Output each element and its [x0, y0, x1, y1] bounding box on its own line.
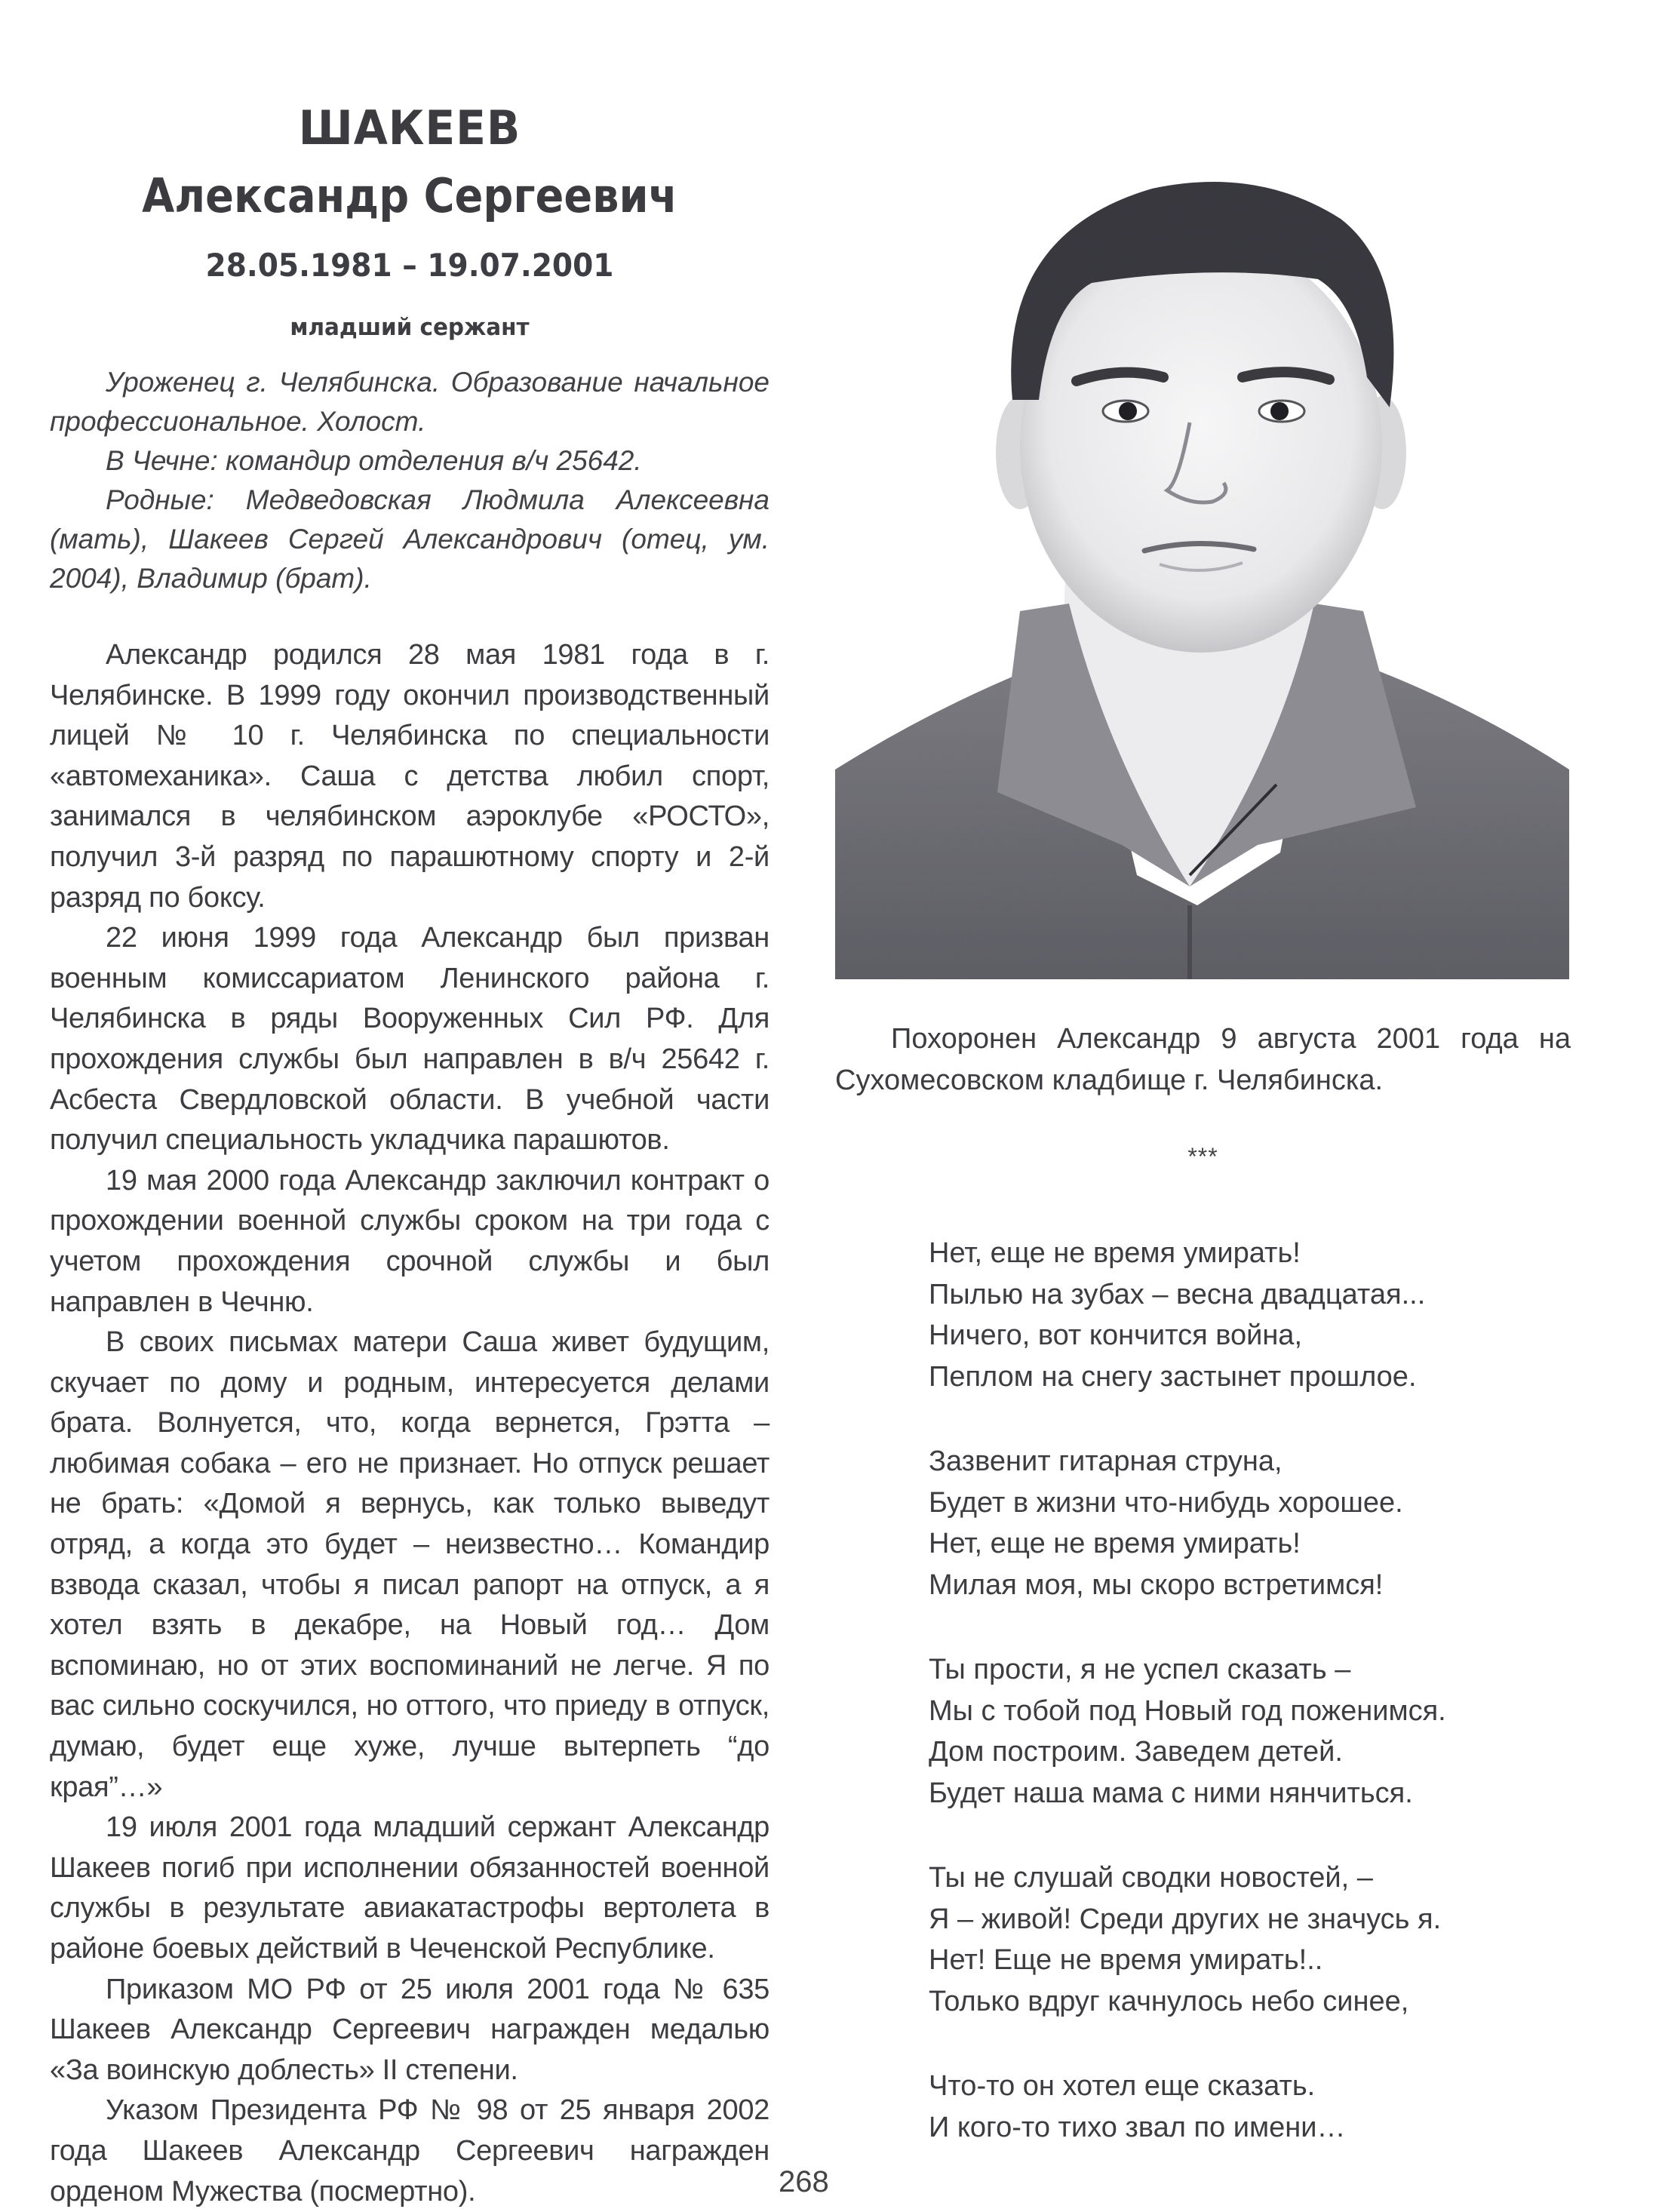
intro-block	[50, 363, 770, 598]
biography-paragraph: Указом Президента РФ № 98 от 25 января 2002 года Шакеев Александр Сергеевич награжден орденом Мужества (посмертно).	[50, 2094, 770, 2207]
poem-line: Что-то он хотел еще сказать.	[929, 2070, 1316, 2102]
page-number: 268	[779, 2165, 829, 2198]
poem-line: Нет, еще не время умирать!	[929, 1237, 1301, 1269]
poem	[929, 1233, 1562, 2192]
poem-line: Нет, еще не время умирать!	[929, 1528, 1301, 1559]
life-dates: 28.05.1981 – 19.07.2001	[205, 247, 614, 284]
poem-stanza	[929, 1857, 1562, 2022]
full-name-heading: Александр Сергеевич	[142, 168, 677, 223]
section-separator: ***	[1187, 1143, 1218, 1170]
poem-line: Пеплом на снегу застынет прошлое.	[929, 1360, 1417, 1393]
biography-paragraph: 19 мая 2000 года Александр заключил контракт о прохождении военной службы сроком на три года с учетом прохождения срочной службы и был направлен в Чечню.	[50, 1164, 770, 1318]
biography-paragraph: В своих письмах матери Саша живет будущим, скучает по дому и родным, интересуется делами брата. Волнуется, что, когда вернется, Грэтта – любимая собака – его не признает. Но отпуск решает не брать: «Домой я вернусь, как только выведут отряд, а когда это будет – неизвестно… Командир взвода сказал, чтобы я писал рапорт на отпуск, а я хотел взять в декабре, на Новый год… Дом вспоминаю, но от этих воспоминаний не легче. Я по вас сильно соскучился, но оттого, что приеду в отпуск, думаю, будет еще хуже, лучше вытерпеть “до края”…»	[50, 1326, 770, 1803]
poem-line: Ты не слушай сводки новостей, –	[929, 1862, 1373, 1894]
burial-caption	[835, 1018, 1571, 1101]
portrait-photo	[835, 151, 1569, 979]
intro-line-origin: Уроженец г. Челябинска. Образование начальное профессиональное. Холост.	[50, 367, 770, 437]
biography-paragraph: 22 июня 1999 года Александр был призван военным комиссариатом Ленинского района г. Челябинска в ряды Вооруженных Сил РФ. Для прохождения службы был направлен в в/ч 25642 г. Асбеста Свердловской области. В учебной части получил специальность укладчика парашютов.	[50, 922, 770, 1157]
surname-heading: ШАКЕЕВ	[298, 100, 521, 155]
biography-paragraph: Приказом МО РФ от 25 июля 2001 года № 635 Шакеев Александр Сергеевич награжден медалью «За воинскую доблесть» II степени.	[50, 1973, 770, 2086]
intro-line-relatives: Родные: Медведовская Людмила Алексеевна (мать), Шакеев Сергей Александрович (отец, ум. 2004), Владимир (брат).	[50, 484, 770, 594]
military-rank: младший сержант	[290, 314, 530, 341]
poem-line: Пылью на зубах – весна двадцатая...	[929, 1278, 1426, 1310]
burial-text: Похоронен Александр 9 августа 2001 года на Сухомесовском кладбище г. Челябинска.	[835, 1023, 1571, 1096]
biography	[50, 635, 770, 2212]
poem-stanza	[929, 2066, 1562, 2148]
intro-line-chechnya: В Чечне: командир отделения в/ч 25642.	[106, 445, 642, 476]
poem-line: Ты прости, я не успел сказать –	[929, 1654, 1351, 1685]
poem-line: Нет! Еще не время умирать!..	[929, 1944, 1323, 1976]
poem-line: Будет наша мама с ними нянчиться.	[929, 1777, 1413, 1809]
biography-paragraph: Александр родился 28 мая 1981 года в г. Челябинске. В 1999 году окончил производственный лицей № 10 г. Челябинска по специальности «автомеханика». Саша с детства любил спорт, занимался в челябинском аэроклубе «РОСТО», получил 3-й разряд по парашютному спорту и 2-й разряд по боксу.	[50, 639, 770, 914]
poem-stanza	[929, 1233, 1562, 1397]
poem-line: Милая моя, мы скоро встретимся!	[929, 1568, 1384, 1601]
poem-line: Только вдруг качнулось небо синее,	[929, 1985, 1409, 2017]
poem-line: Будет в жизни что-нибудь хорошее.	[929, 1486, 1403, 1519]
poem-line: И кого-то тихо звал по имени…	[929, 2111, 1346, 2143]
poem-line: Мы с тобой под Новый год поженимся.	[929, 1694, 1446, 1727]
poem-line: Ничего, вот кончится война,	[929, 1320, 1303, 1351]
portrait-image	[835, 151, 1569, 979]
poem-line: Зазвенит гитарная струна,	[929, 1445, 1283, 1477]
poem-line: Я – живой! Среди других не значусь я.	[929, 1903, 1442, 1935]
poem-line: Дом построим. Заведем детей.	[929, 1736, 1343, 1768]
poem-stanza	[929, 1441, 1562, 1605]
poem-stanza	[929, 1649, 1562, 1814]
biography-paragraph: 19 июля 2001 года младший сержант Александр Шакеев погиб при исполнении обязанностей военной службы в результате авиакатастрофы вертолета в районе боевых действий в Чеченской Республике.	[50, 1811, 770, 1965]
